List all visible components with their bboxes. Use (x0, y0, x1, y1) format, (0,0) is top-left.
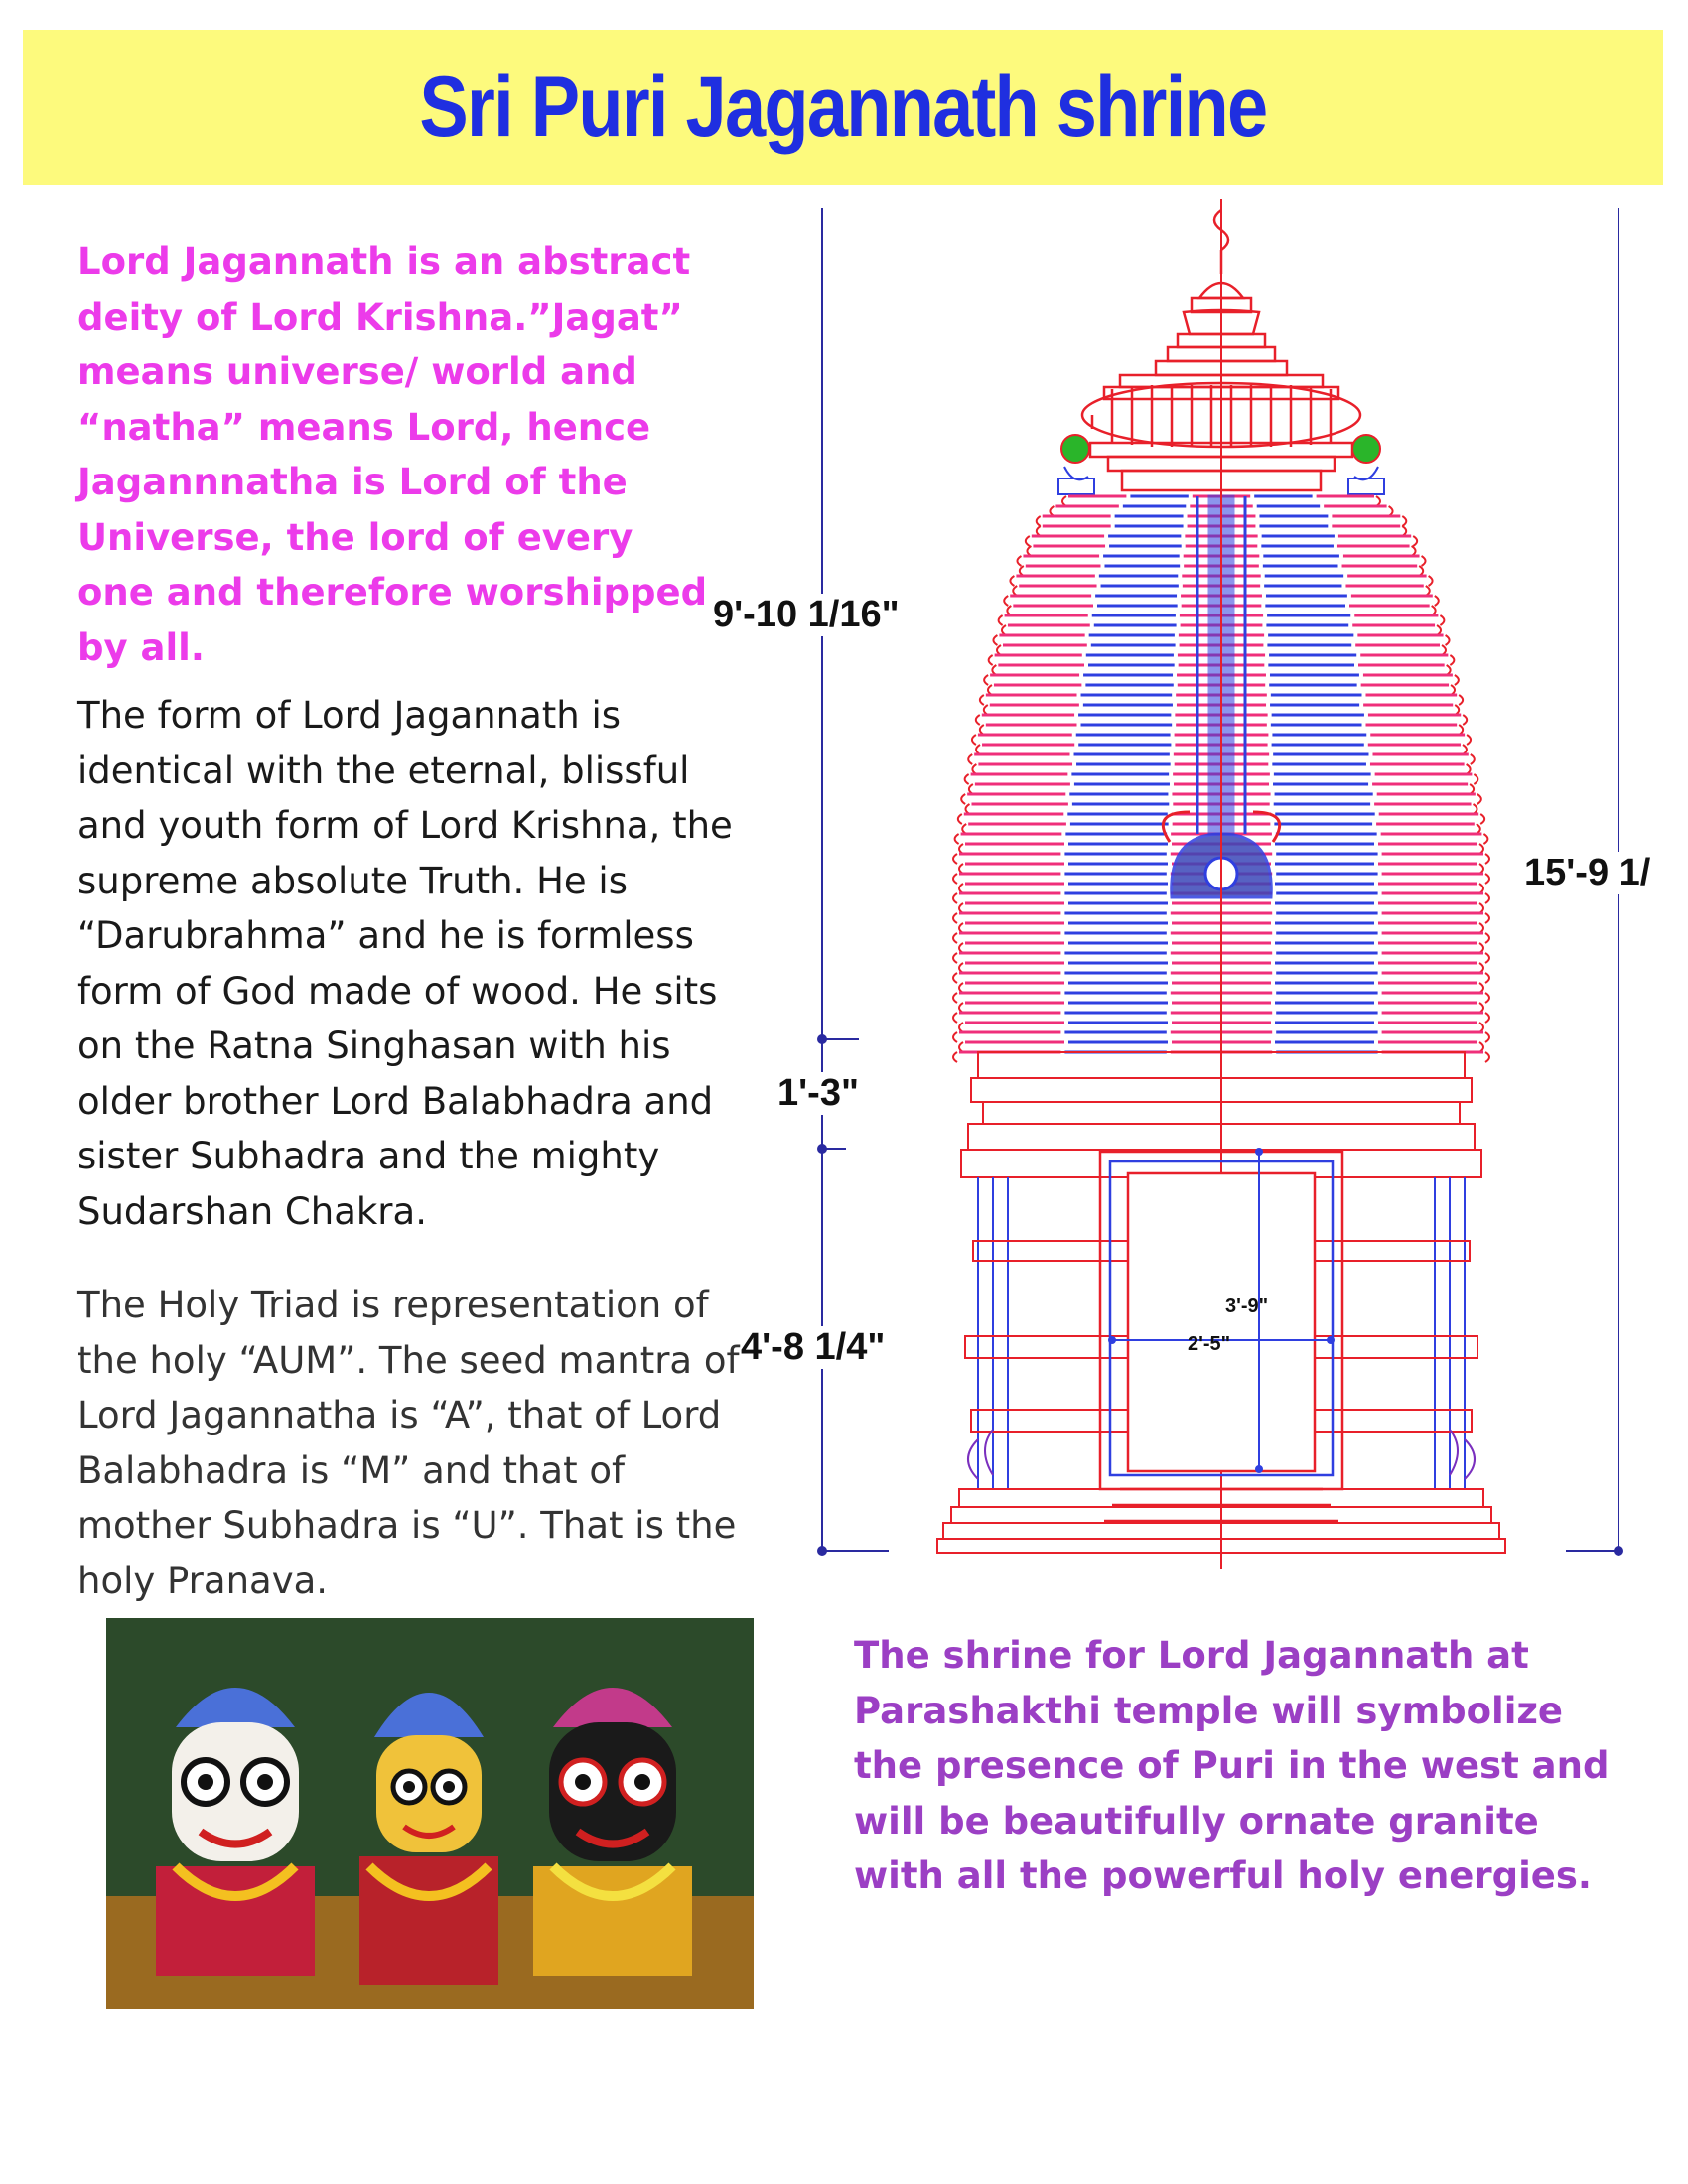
tower-edge-molding (955, 834, 959, 844)
tower-edge-molding (1435, 596, 1439, 606)
total-height-dimension: 15'-9 1/ (1524, 852, 1651, 893)
band-height-dimension: 1'-3" (777, 1072, 859, 1114)
tower-edge-molding (953, 854, 957, 864)
tower-edge-molding (1483, 834, 1487, 844)
tower-edge-molding (1004, 596, 1008, 606)
tower-edge-molding (1485, 1032, 1489, 1042)
deities-photo (106, 1618, 754, 2009)
tower-edge-molding (1017, 556, 1021, 566)
holy-triad-paragraph: The Holy Triad is representation of the holy “AUM”. The seed mantra of Lord Jagannatha is “A”, that of Lord Balabhadra is “M” and that of mother Subhadra is “U”. That is the holy Pranava. (77, 1284, 740, 1602)
tower-edge-molding (1010, 576, 1014, 586)
tower-edge-molding (1485, 933, 1489, 943)
deities-illustration (106, 1618, 754, 2009)
tower-edge-molding (953, 933, 957, 943)
tower-edge-molding (953, 953, 957, 963)
tower-edge-molding (958, 814, 962, 824)
page-title: Sri Puri Jagannath shrine (419, 59, 1267, 155)
tower-edge-molding (1450, 655, 1454, 665)
tower-edge-molding (1485, 973, 1489, 983)
tower-edge-molding (1455, 675, 1459, 685)
tower-edge-molding (1485, 993, 1489, 1003)
intro-paragraph: Lord Jagannath is an abstract deity of Lord Krishna.”Jagat” means universe/ world and “natha” means Lord, hence Jagannnatha is Lord of the Universe, the lord of every one and therefore worshipped by all. (77, 240, 708, 669)
tower-edge-molding (953, 1032, 957, 1042)
closing-paragraph: The shrine for Lord Jagannath at Parashakthi temple will symbolize the presence of Puri in the west and will be beautifully ornate granite with all the powerful holy energies. (854, 1634, 1610, 1897)
tower-edge-molding (1446, 635, 1450, 645)
tower-edge-molding (1485, 913, 1489, 923)
lower-height-dimension: 4'-8 1/4" (741, 1326, 886, 1368)
tower-edge-molding (984, 675, 988, 685)
tower-edge-molding (1485, 893, 1489, 903)
tower-edge-molding (999, 615, 1003, 625)
lion-ornament-right (1348, 435, 1384, 494)
tower-edge-molding (1485, 874, 1489, 884)
tower-edge-molding (1463, 715, 1467, 725)
form-paragraph: The form of Lord Jagannath is identical with the eternal, blissful and youth form of Lord Krishna, the supreme absolute Truth. He is “Darubrahma” and he is formless form of God made of wood. He sits on the Ratna Singhasan with his older brother Lord Balabhadra and sister Subhadra and the mighty Sudarshan Chakra. (77, 694, 733, 1233)
door-height-label: 3'-9" (1225, 1296, 1269, 1317)
tower-edge-molding (961, 794, 965, 804)
lion-ornament-left (1058, 435, 1094, 494)
tower-edge-molding (1026, 536, 1030, 546)
tower-edge-molding (989, 655, 993, 665)
tower-edge-molding (1485, 854, 1489, 864)
tower-edge-molding (1474, 774, 1477, 784)
tower-edge-molding (1429, 576, 1433, 586)
tower-edge-molding (953, 1013, 957, 1023)
tower-edge-molding (1477, 794, 1481, 804)
tower-edge-molding (972, 735, 976, 745)
tower-edge-molding (980, 695, 984, 705)
tower-edge-molding (1440, 615, 1444, 625)
tower-edge-molding (1402, 516, 1406, 526)
tower-edge-molding (953, 874, 957, 884)
tower-edge-molding (1467, 735, 1471, 745)
tower-edge-molding (1485, 1013, 1489, 1023)
tower-edge-molding (1485, 1052, 1489, 1062)
tower-edge-molding (1471, 754, 1475, 764)
door-width-label: 2'-5" (1188, 1333, 1231, 1355)
tower-edge-molding (1037, 516, 1041, 526)
tower-edge-molding (953, 973, 957, 983)
tower-edge-molding (1459, 695, 1463, 705)
tower-edge-molding (993, 635, 997, 645)
tower-edge-molding (953, 993, 957, 1003)
tower-edge-molding (965, 774, 969, 784)
tower-edge-molding (953, 913, 957, 923)
tower-edge-molding (1480, 814, 1484, 824)
tower-edge-molding (968, 754, 972, 764)
tower-edge-molding (1422, 556, 1426, 566)
tower-edge-molding (953, 893, 957, 903)
tower-edge-molding (976, 715, 980, 725)
tower-edge-molding (953, 1052, 957, 1062)
tower-edge-molding (1413, 536, 1417, 546)
tower-edge-molding (1485, 953, 1489, 963)
upper-height-dimension: 9'-10 1/16" (713, 594, 900, 635)
